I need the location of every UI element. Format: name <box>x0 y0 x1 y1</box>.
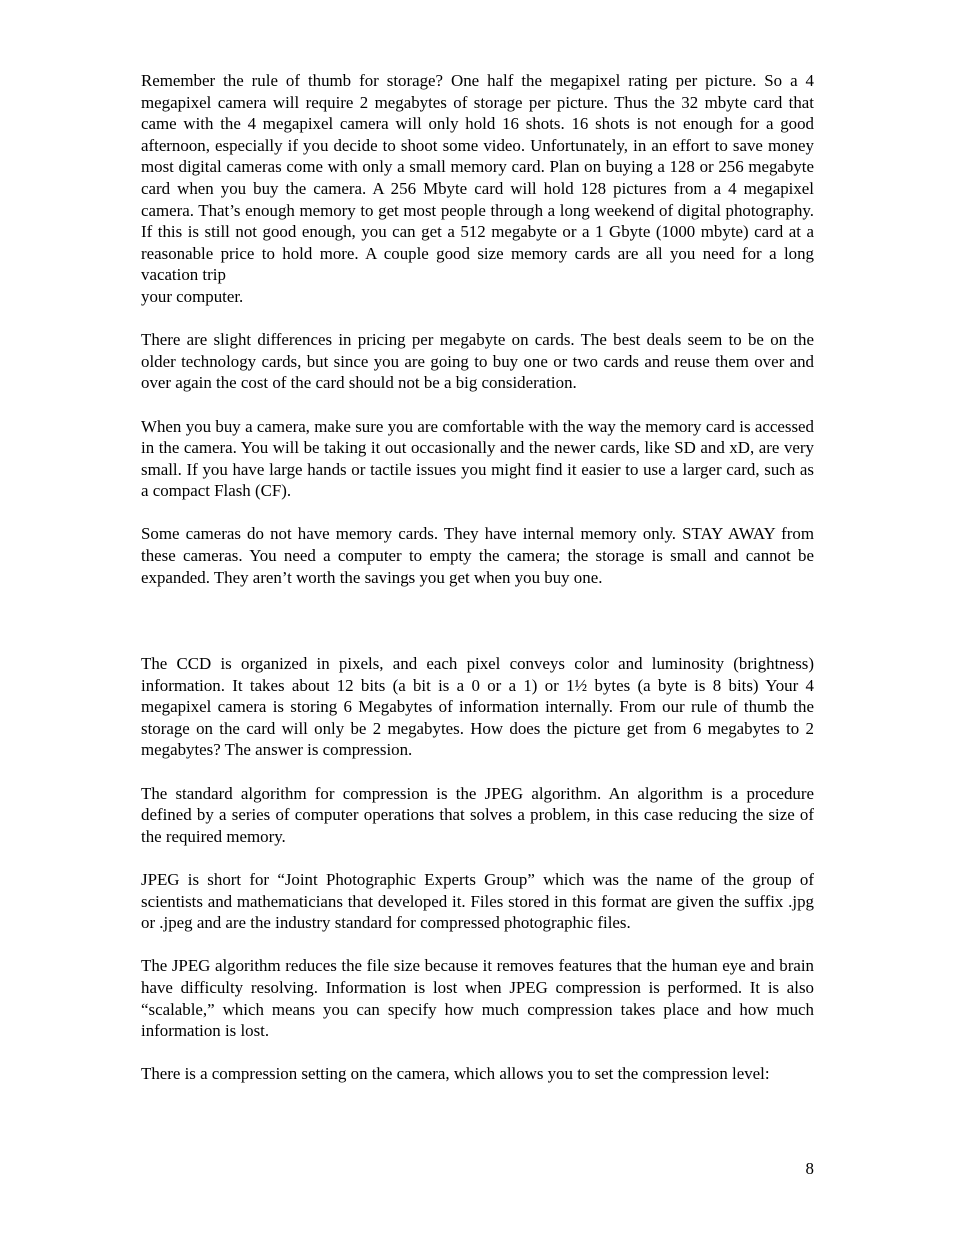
paragraph-jpeg-algorithm: The standard algorithm for compression is the JPEG algorithm. An algorithm is a procedure defined by a series of computer operations that solves a problem, in this case reducing the size of the required memory. <box>141 783 814 846</box>
paragraph-fragment-your-computer: your computer. <box>141 286 244 306</box>
paragraph-spacer <box>141 1042 814 1064</box>
paragraph-compression-setting: There is a compression setting on the camera, which allows you to set the compression level: <box>141 1064 770 1084</box>
paragraph-jpeg-definition: JPEG is short for “Joint Photographic Experts Group” which was the name of the group of scientists and mathematicians that developed it. Files stored in this format are given the suffix .jpg or .jpeg and are the industry standard for compressed photographic files. <box>141 869 814 933</box>
paragraph-spacer <box>141 934 814 956</box>
paragraph-storage-rule: Remember the rule of thumb for storage? One half the megapixel rating per picture. So a 4 megapixel camera will require 2 megabytes of storage per picture. Thus the 32 mbyte card that came with the 4 megapixel camera will only hold 16 shots. 16 shots is not enough for a good afternoon, especially if you decide to shoot some video. Unfortunately, in an effort to save money most digital cameras come with only a small memory card. Plan on buying a 128 or 256 megabyte card when you buy the camera. A 256 Mbyte card will hold 128 pictures from a 4 megapixel camera. That’s enough memory to get most people through a long weekend of digital photography. If this is still not good enough, you can get a 512 megabyte or a 1 Gbyte (1000 mbyte) card at a reasonable price to hold more. A couple good size memory cards are all you need for a long vacation trip <box>141 71 814 285</box>
paragraph-jpeg-reduction: The JPEG algorithm reduces the file size because it removes features that the human eye and brain have difficulty resolving. Information is lost when JPEG compression is performed. It is also “scalable,” which means you can specify how much compression takes place and how much information is lost. <box>141 956 814 1041</box>
paragraph-internal-memory: Some cameras do not have memory cards. They have internal memory only. STAY AWAY from these cameras. You need a computer to empty the camera; the storage is small and cannot be expanded. They aren’t worth the savings you get when you buy one. <box>141 524 814 587</box>
paragraph-card-access: When you buy a camera, make sure you are comfortable with the way the memory card is accessed in the camera. You will be taking it out occasionally and the newer cards, like SD and xD, are very small. If you have large hands or tactile issues you might find it easier to use a larger card, such as a compact Flash (CF). <box>141 416 814 501</box>
paragraph-spacer <box>141 394 814 416</box>
paragraph-card-pricing: There are slight differences in pricing per megabyte on cards. The best deals seem to be on the older technology cards, but since you are going to buy one or two cards and reuse them over and over again the cost of the card should not be a big consideration. <box>141 330 814 393</box>
page-number: 8 <box>805 1159 814 1178</box>
paragraph-spacer <box>141 308 814 330</box>
paragraph-spacer <box>141 761 814 783</box>
section-spacer <box>141 588 814 653</box>
paragraph-ccd-pixels: The CCD is organized in pixels, and each pixel conveys color and luminosity (brightness) information. It takes about 12 bits (a bit is a 0 or a 1) or 1½ bytes (a byte is 8 bits) Your 4 megapixel camera is storing 6 Megabytes of information internally. From our rule of thumb the storage on the card will only be 2 megabytes. How does the picture get from 6 megabytes to 2 megabytes? The answer is compression. <box>141 654 814 760</box>
paragraph-spacer <box>141 502 814 524</box>
page-body <box>141 70 814 1085</box>
paragraph-spacer <box>141 847 814 869</box>
